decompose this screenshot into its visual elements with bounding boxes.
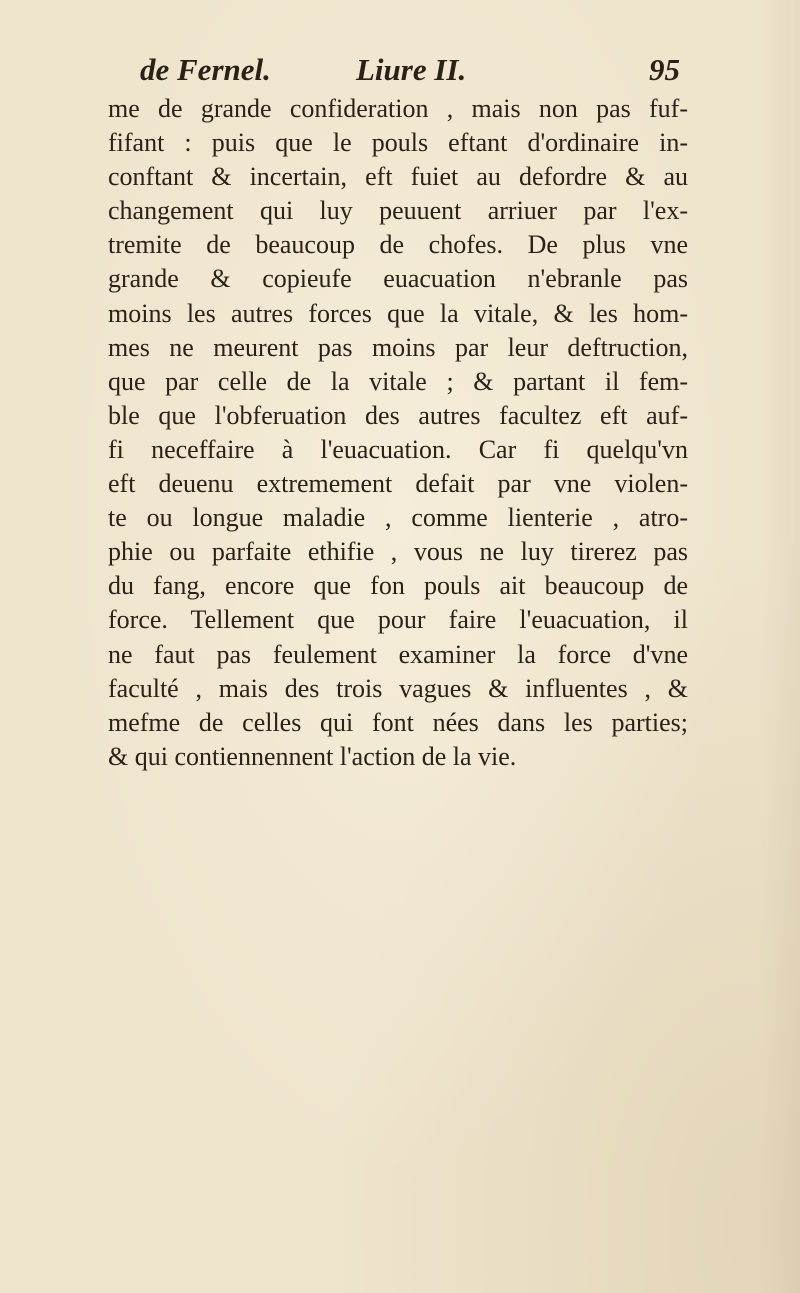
text-line: fifant : puis que le pouls eftant d'ordinaire in- [108, 128, 688, 158]
text-line: du fang, encore que fon pouls ait beaucoup de [108, 571, 688, 601]
text-line: fi neceffaire à l'euacuation. Car fi quelqu'vn [108, 434, 688, 464]
running-head-author: de Fernel. [140, 52, 271, 87]
text-line: mes ne meurent pas moins par leur deftruction, [108, 332, 688, 362]
text-line-last: & qui contiennennent l'action de la vie. [108, 741, 517, 771]
text-line: tremite de beaucoup de chofes. De plus vne [108, 230, 688, 260]
text-line: conftant & incertain, eft fuiet au defordre & au [108, 162, 688, 192]
text-line: que par celle de la vitale ; & partant il fem- [108, 366, 688, 396]
text-line: changement qui luy peuuent arriuer par l'ex- [108, 196, 688, 226]
text-line: ble que l'obferuation des autres facultez eft auf- [108, 400, 688, 430]
body-text [108, 92, 688, 774]
text-line: moins les autres forces que la vitale, & les hom- [108, 298, 688, 328]
text-line: grande & copieufe euacuation n'ebranle pas [108, 264, 688, 294]
running-head-book: Liure II. [356, 52, 467, 87]
text-line: te ou longue maladie , comme lienterie , atro- [108, 503, 688, 533]
text-line: ne faut pas feulement examiner la force d'vne [108, 639, 688, 669]
text-line: eft deuenu extremement defait par vne violen- [108, 469, 688, 499]
text-line: me de grande confideration , mais non pas fuf- [108, 94, 688, 123]
page-edge-shadow [760, 0, 800, 1293]
page-number: 95 [649, 52, 680, 87]
text-line: faculté , mais des trois vagues & influentes , & [108, 673, 688, 703]
text-line: mefme de celles qui font nées dans les parties; [108, 707, 688, 737]
text-line: force. Tellement que pour faire l'euacuation, il [108, 605, 688, 635]
text-line: phie ou parfaite ethifie , vous ne luy tirerez pas [108, 537, 688, 567]
